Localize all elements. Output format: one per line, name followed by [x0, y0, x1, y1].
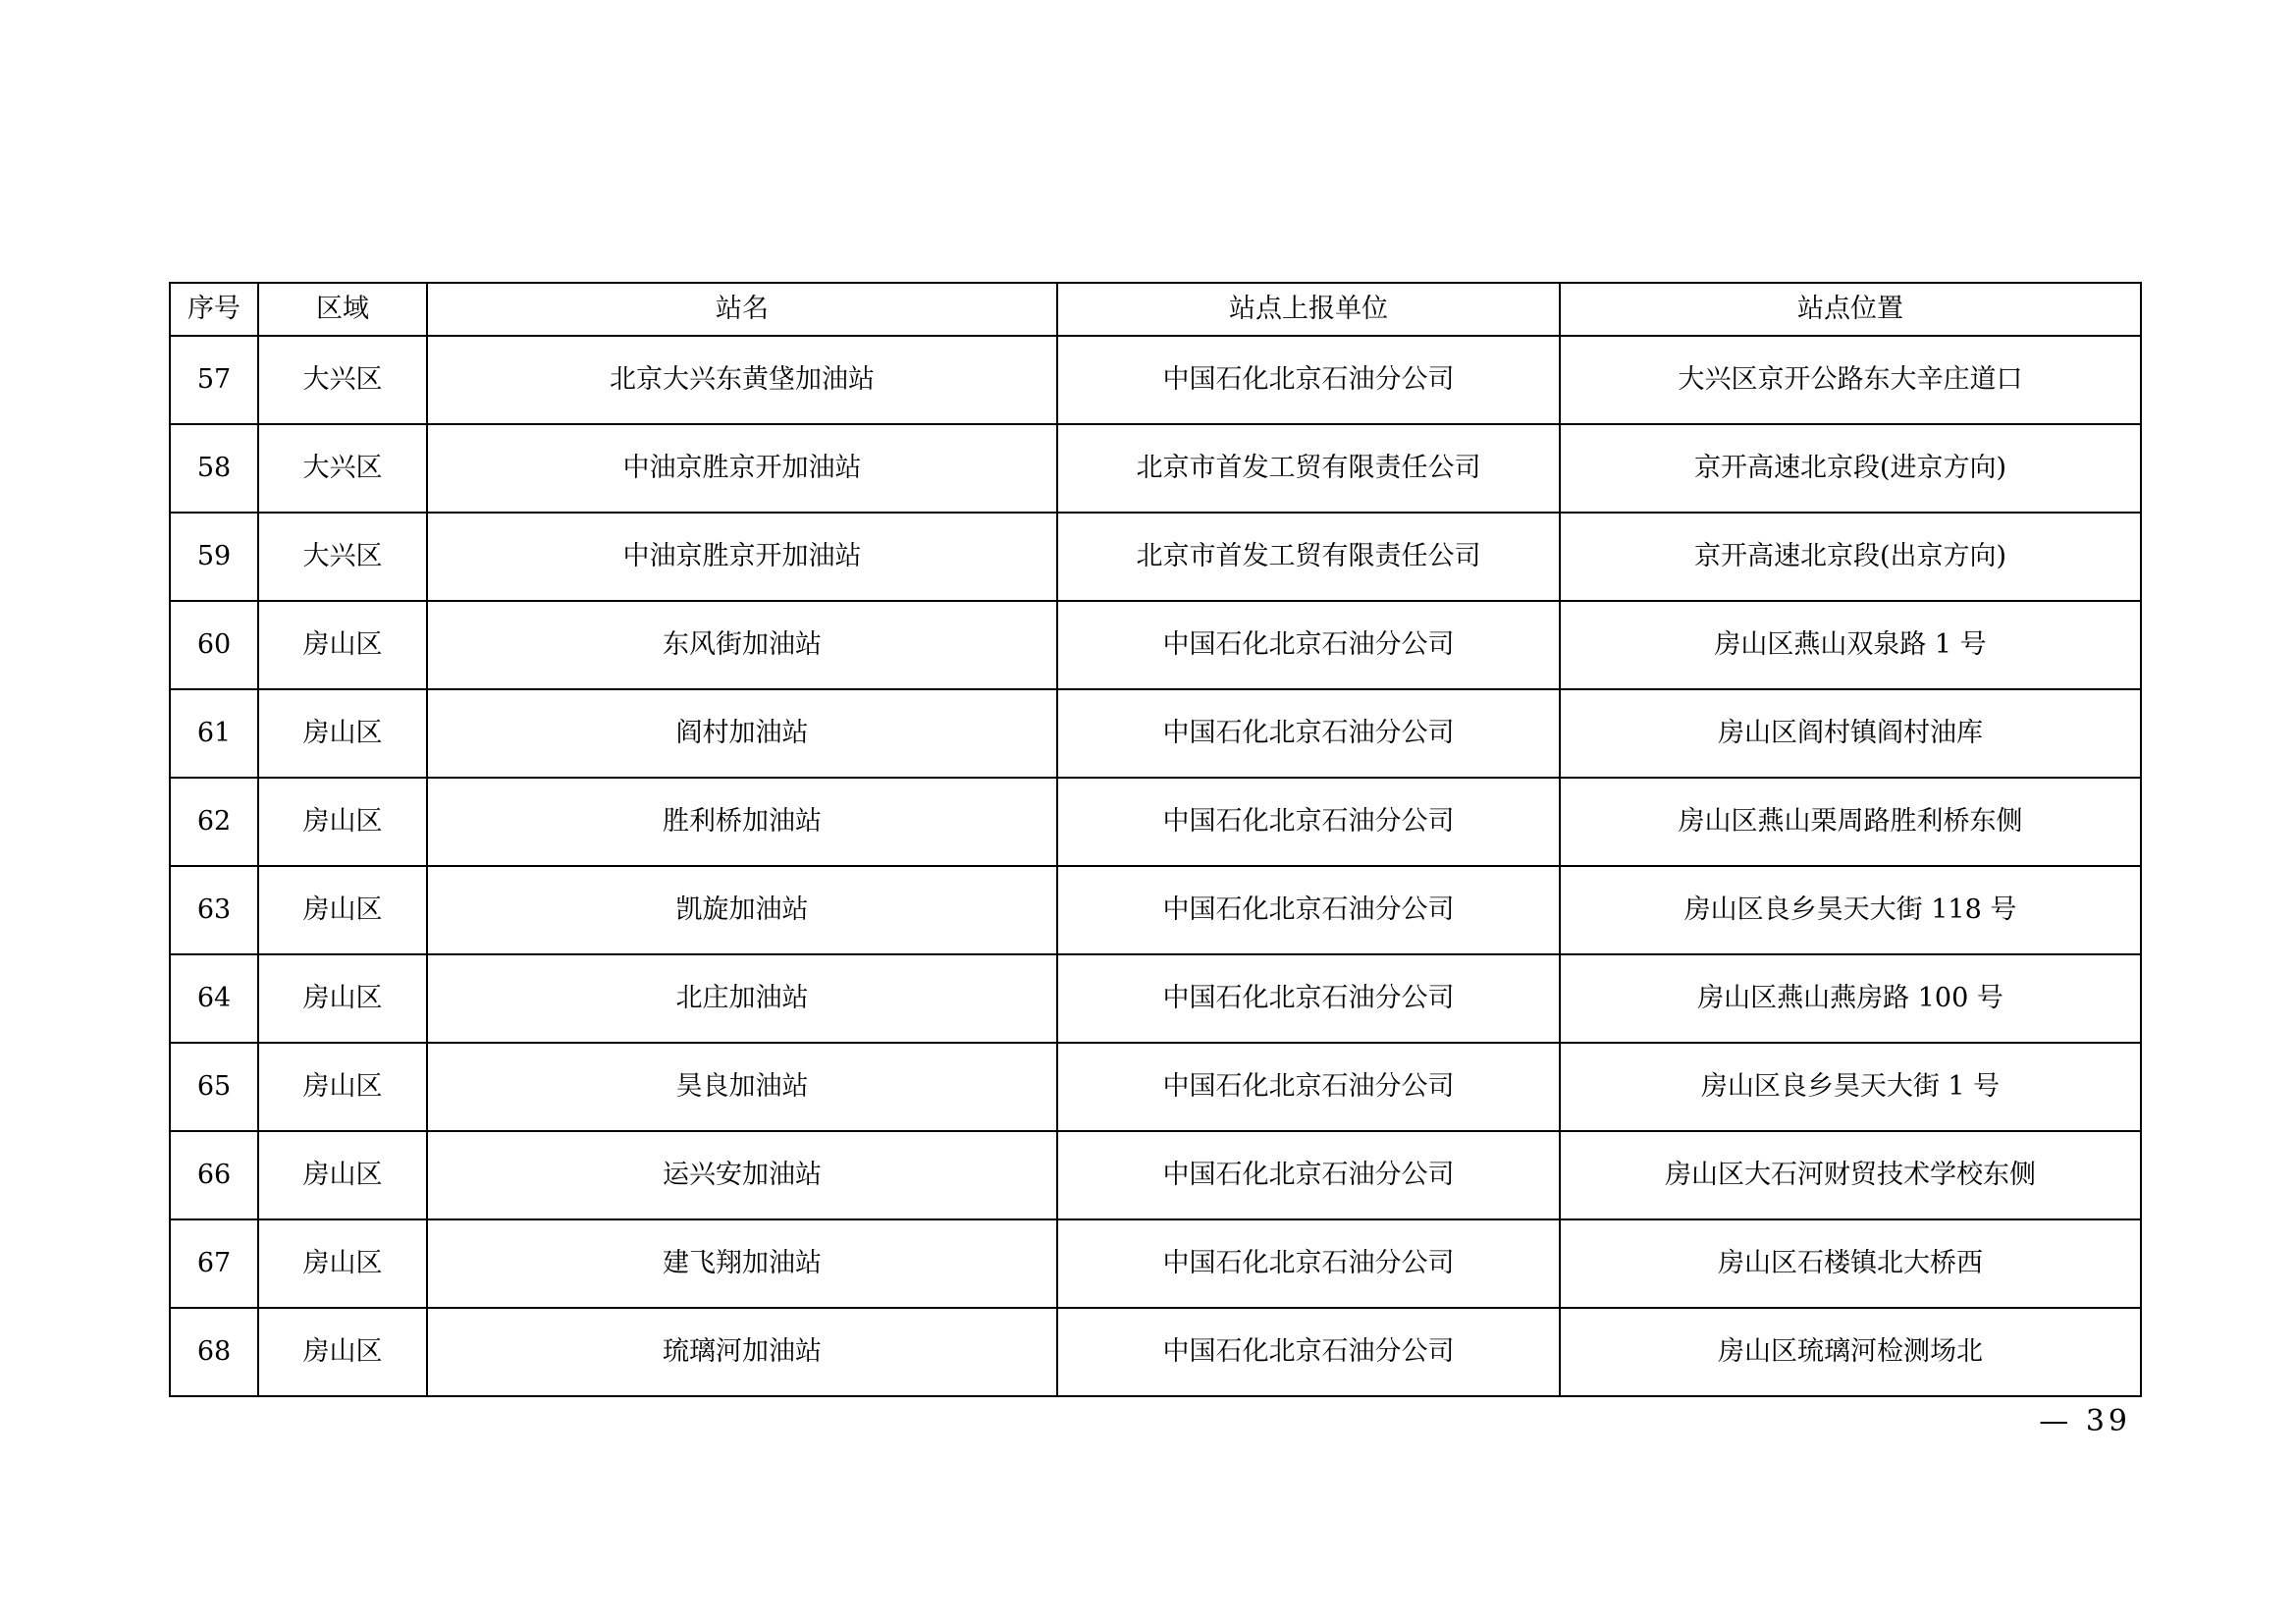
cell-unit: 中国石化北京石油分公司	[1057, 866, 1560, 954]
cell-area: 房山区	[258, 866, 427, 954]
cell-name: 运兴安加油站	[427, 1131, 1057, 1219]
cell-area: 房山区	[258, 689, 427, 778]
cell-location: 房山区良乡昊天大街 118 号	[1560, 866, 2141, 954]
cell-index: 61	[170, 689, 258, 778]
cell-name: 中油京胜京开加油站	[427, 424, 1057, 513]
table-row	[170, 689, 2141, 778]
cell-location: 京开高速北京段(进京方向)	[1560, 424, 2141, 513]
table-row	[170, 513, 2141, 601]
cell-area: 房山区	[258, 1308, 427, 1396]
column-header-index: 序号	[170, 283, 258, 336]
table-row	[170, 778, 2141, 866]
cell-location: 房山区阎村镇阎村油库	[1560, 689, 2141, 778]
table-header-row	[170, 283, 2141, 336]
cell-location: 房山区琉璃河检测场北	[1560, 1308, 2141, 1396]
cell-name: 东风街加油站	[427, 601, 1057, 689]
cell-location: 房山区大石河财贸技术学校东侧	[1560, 1131, 2141, 1219]
cell-unit: 中国石化北京石油分公司	[1057, 954, 1560, 1043]
cell-index: 68	[170, 1308, 258, 1396]
cell-unit: 中国石化北京石油分公司	[1057, 689, 1560, 778]
table-row	[170, 866, 2141, 954]
cell-area: 房山区	[258, 1043, 427, 1131]
table-row	[170, 1308, 2141, 1396]
cell-unit: 北京市首发工贸有限责任公司	[1057, 513, 1560, 601]
page-number: — 39	[2039, 1404, 2131, 1438]
cell-name: 建飞翔加油站	[427, 1219, 1057, 1308]
cell-area: 房山区	[258, 601, 427, 689]
cell-location: 房山区良乡昊天大街 1 号	[1560, 1043, 2141, 1131]
cell-unit: 中国石化北京石油分公司	[1057, 601, 1560, 689]
table-row	[170, 1219, 2141, 1308]
cell-unit: 北京市首发工贸有限责任公司	[1057, 424, 1560, 513]
cell-index: 67	[170, 1219, 258, 1308]
cell-unit: 中国石化北京石油分公司	[1057, 1131, 1560, 1219]
cell-index: 60	[170, 601, 258, 689]
cell-area: 房山区	[258, 1219, 427, 1308]
cell-name: 昊良加油站	[427, 1043, 1057, 1131]
cell-name: 中油京胜京开加油站	[427, 513, 1057, 601]
cell-index: 64	[170, 954, 258, 1043]
table-row	[170, 336, 2141, 424]
cell-area: 大兴区	[258, 513, 427, 601]
table-body	[170, 336, 2141, 1396]
column-header-area: 区域	[258, 283, 427, 336]
station-table	[169, 282, 2142, 1397]
cell-name: 琉璃河加油站	[427, 1308, 1057, 1396]
cell-unit: 中国石化北京石油分公司	[1057, 336, 1560, 424]
cell-unit: 中国石化北京石油分公司	[1057, 1308, 1560, 1396]
cell-unit: 中国石化北京石油分公司	[1057, 1043, 1560, 1131]
cell-area: 大兴区	[258, 424, 427, 513]
cell-name: 北京大兴东黄垡加油站	[427, 336, 1057, 424]
cell-location: 大兴区京开公路东大辛庄道口	[1560, 336, 2141, 424]
column-header-unit: 站点上报单位	[1057, 283, 1560, 336]
cell-area: 大兴区	[258, 336, 427, 424]
table-row	[170, 1043, 2141, 1131]
cell-name: 北庄加油站	[427, 954, 1057, 1043]
cell-location: 房山区石楼镇北大桥西	[1560, 1219, 2141, 1308]
table-row	[170, 601, 2141, 689]
cell-index: 66	[170, 1131, 258, 1219]
cell-area: 房山区	[258, 1131, 427, 1219]
cell-index: 63	[170, 866, 258, 954]
cell-index: 62	[170, 778, 258, 866]
station-table-container	[169, 282, 2140, 1397]
cell-index: 57	[170, 336, 258, 424]
column-header-name: 站名	[427, 283, 1057, 336]
cell-index: 59	[170, 513, 258, 601]
table-header	[170, 283, 2141, 336]
cell-location: 房山区燕山燕房路 100 号	[1560, 954, 2141, 1043]
cell-index: 65	[170, 1043, 258, 1131]
table-row	[170, 1131, 2141, 1219]
cell-name: 阎村加油站	[427, 689, 1057, 778]
table-row	[170, 424, 2141, 513]
cell-name: 凯旋加油站	[427, 866, 1057, 954]
cell-unit: 中国石化北京石油分公司	[1057, 778, 1560, 866]
table-row	[170, 954, 2141, 1043]
cell-area: 房山区	[258, 778, 427, 866]
cell-unit: 中国石化北京石油分公司	[1057, 1219, 1560, 1308]
cell-location: 京开高速北京段(出京方向)	[1560, 513, 2141, 601]
cell-location: 房山区燕山双泉路 1 号	[1560, 601, 2141, 689]
cell-name: 胜利桥加油站	[427, 778, 1057, 866]
column-header-location: 站点位置	[1560, 283, 2141, 336]
cell-area: 房山区	[258, 954, 427, 1043]
cell-index: 58	[170, 424, 258, 513]
cell-location: 房山区燕山栗周路胜利桥东侧	[1560, 778, 2141, 866]
